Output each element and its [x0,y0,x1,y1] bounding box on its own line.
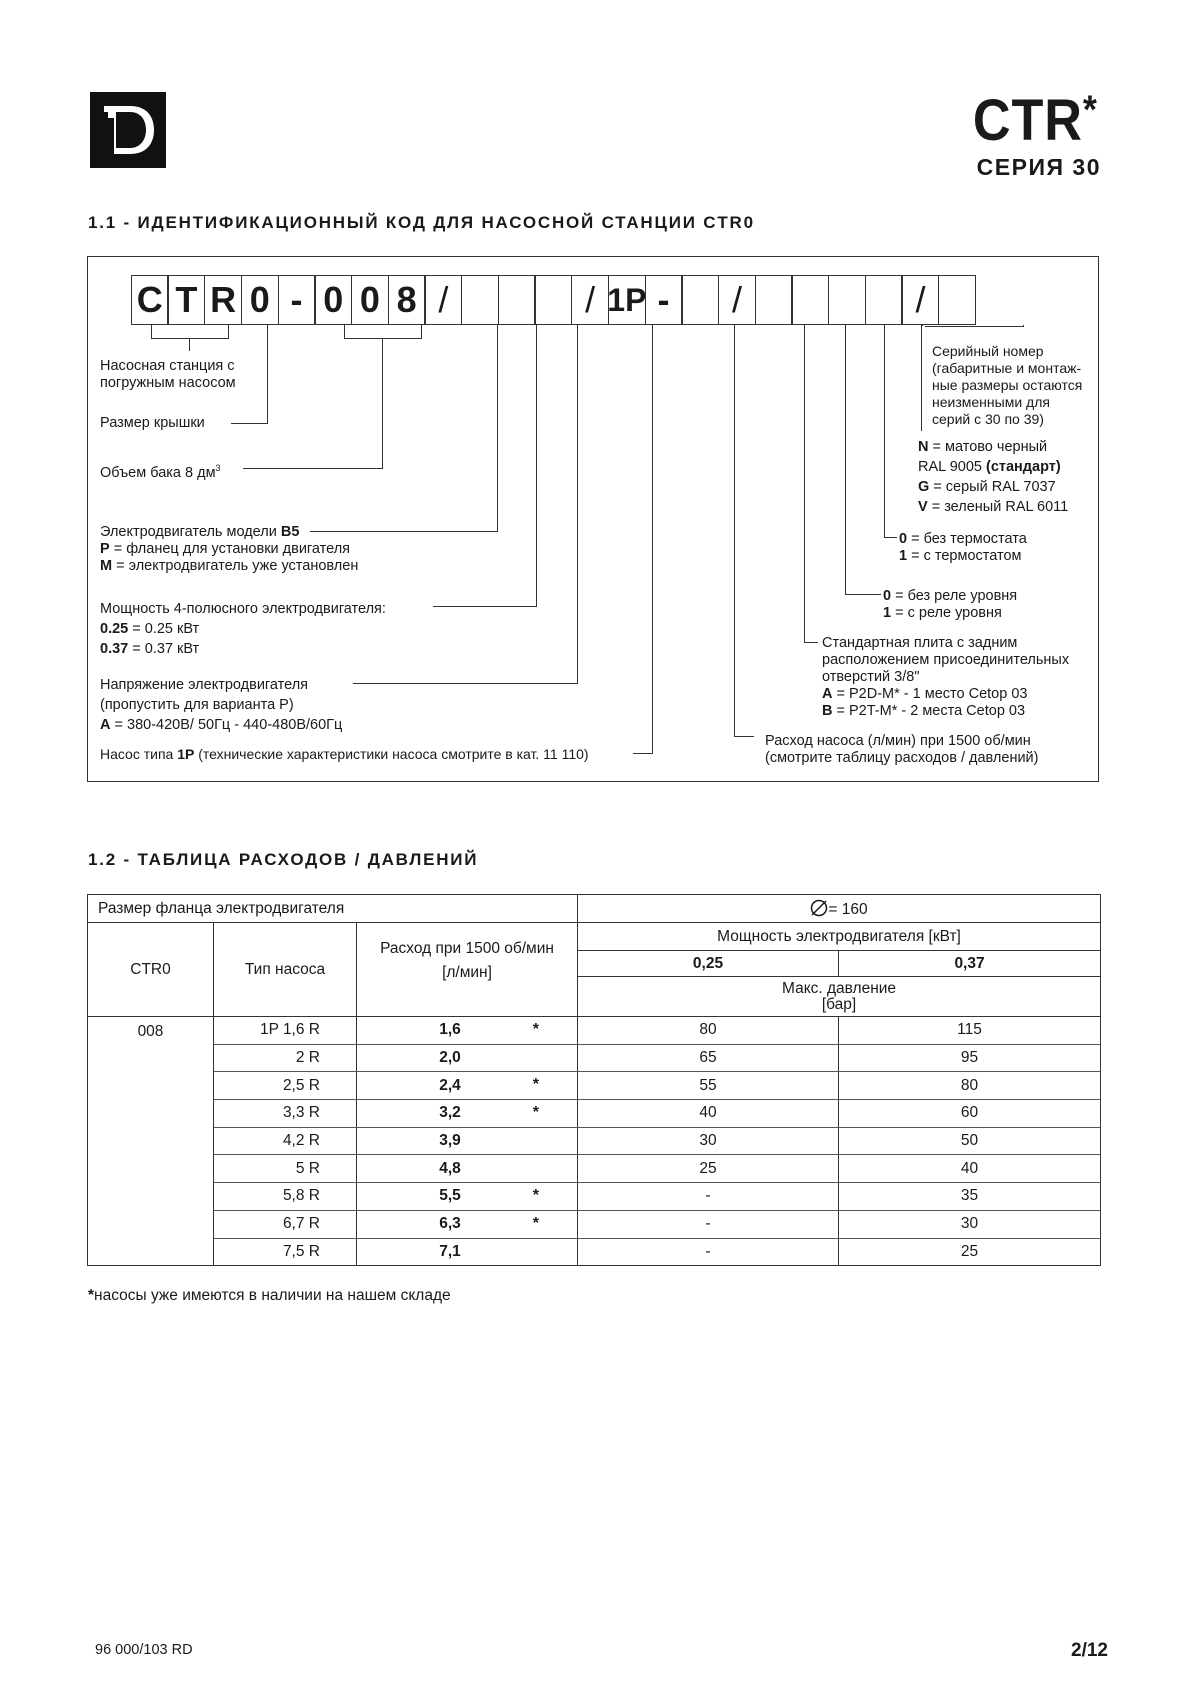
label-motor-model: Электродвигатель модели B5 P = фланец для установки двигателя M = электродвигатель уже установлен [100,524,359,574]
code-cell: / [571,275,609,325]
stock-star: * [532,1187,540,1205]
pressure-037-cell: 95 [839,1044,1101,1072]
section-title-flow-table: 1.2 - ТАБЛИЦА РАСХОДОВ / ДАВЛЕНИЙ [88,850,479,869]
code-cell: 8 [388,275,426,325]
table-row [88,1044,1101,1072]
flow-pressure-table [87,894,1101,1266]
pump-type-cell: 6,7 R [214,1210,357,1238]
code-cell: - [645,275,683,325]
table-row [88,1017,1101,1045]
table-row [88,1238,1101,1266]
flange-size-label: Размер фланца электродвигателя [88,895,578,923]
flow-cell: 3,2 * [357,1100,578,1128]
label-color: N = матово черный RAL 9005 (стандарт) G = серый RAL 7037 V = зеленый RAL 6011 [918,439,1069,515]
pump-type-cell: 7,5 R [214,1238,357,1266]
code-cell: 0 [351,275,389,325]
label-pump-type: Насос типа 1P (технические характеристики насоса смотрите в кат. 11 110) [100,746,589,762]
code-cell: / [424,275,462,325]
pump-type-cell: 3,3 R [214,1100,357,1128]
title-mark: * [1083,88,1098,132]
pump-type-cell: 1P 1,6 R [214,1017,357,1045]
power-col-037: 0,37 [839,951,1101,977]
pressure-037-cell: 50 [839,1127,1101,1155]
label-station: Насосная станция с погружным насосом [100,358,236,391]
pressure-037-cell: 30 [839,1210,1101,1238]
flow-cell: 5,5 * [357,1183,578,1211]
pump-type-cell: 2 R [214,1044,357,1072]
section-title-identification-code: 1.1 - ИДЕНТИФИКАЦИОННЫЙ КОД ДЛЯ НАСОСНОЙ СТАНЦИИ CTR0 [88,213,755,232]
max-pressure-header: Макс. давление [бар] [578,977,1101,1017]
pressure-037-cell: 60 [839,1100,1101,1128]
flange-size-cell [578,895,1101,923]
label-level-relay: 0 = без реле уровня 1 = с реле уровня [883,588,1018,621]
stock-star: * [532,1076,540,1094]
table-row [88,1072,1101,1100]
table-row [88,1100,1101,1128]
pressure-037-cell: 80 [839,1072,1101,1100]
diameter-icon [810,899,828,917]
label-cover-size: Размер крышки [100,415,205,431]
col-header-pump-type: Тип насоса [214,923,357,1017]
pressure-025-cell: - [578,1238,839,1266]
pressure-037-cell: 115 [839,1017,1101,1045]
table-row [88,1183,1101,1211]
code-cell: / [901,275,939,325]
col-header-flow: Расход при 1500 об/мин [л/мин] [357,923,578,1017]
label-power: Мощность 4-полюсного электродвигателя: 0.25 = 0.25 кВт 0.37 = 0.37 кВт [100,601,386,657]
flow-cell: 2,4 * [357,1072,578,1100]
pressure-025-cell: 65 [578,1044,839,1072]
code-cell [755,275,793,325]
company-logo [90,92,166,168]
table-row [88,1210,1101,1238]
code-cell [461,275,499,325]
ctr0-value: 008 [88,1017,214,1266]
pump-type-cell: 2,5 R [214,1072,357,1100]
code-cell: 1P [608,275,646,325]
pressure-025-cell: - [578,1210,839,1238]
code-cell [865,275,903,325]
motor-power-header: Мощность электродвигателя [кВт] [578,923,1101,951]
pressure-037-cell: 25 [839,1238,1101,1266]
code-cell: 0 [241,275,279,325]
code-cells [132,275,976,325]
code-cell [938,275,976,325]
flow-cell: 6,3 * [357,1210,578,1238]
stock-star: * [532,1214,540,1232]
product-title: CTR* [973,88,1098,153]
footnote: *насосы уже имеются в наличии на нашем складе [88,1287,451,1304]
table-row [88,1127,1101,1155]
flow-cell: 4,8 [357,1155,578,1183]
flow-cell: 1,6 * [357,1017,578,1045]
pressure-025-cell: 55 [578,1072,839,1100]
power-col-025: 0,25 [578,951,839,977]
flange-size-value: = 160 [828,900,868,918]
code-cell: C [131,275,169,325]
document-number: 96 000/103 RD [95,1642,193,1658]
col-header-ctr0: CTR0 [88,923,214,1017]
code-cell [498,275,536,325]
code-cell [791,275,829,325]
label-thermostat: 0 = без термостата 1 = с термостатом [899,531,1027,564]
pump-type-cell: 5,8 R [214,1183,357,1211]
pressure-025-cell: 25 [578,1155,839,1183]
page-number: 2/12 [1071,1640,1108,1661]
label-voltage: Напряжение электродвигателя (пропустить для варианта P) A = 380-420В/ 50Гц - 440-480В/60Гц [100,677,343,733]
code-cell: T [167,275,205,325]
flow-cell: 3,9 [357,1127,578,1155]
label-tank-volume: Объем бака 8 $дм^3$ [100,463,221,481]
code-cell [681,275,719,325]
code-cell: 0 [314,275,352,325]
table-row [88,1155,1101,1183]
flow-cell: 2,0 [357,1044,578,1072]
pressure-025-cell: - [578,1183,839,1211]
flow-cell: 7,1 [357,1238,578,1266]
code-cell: - [278,275,316,325]
pump-type-cell: 5 R [214,1155,357,1183]
code-cell: / [718,275,756,325]
label-flow: Расход насоса (л/мин) при 1500 об/мин (смотрите таблицу расходов / давлений) [765,733,1039,766]
code-cell: R [204,275,242,325]
pressure-025-cell: 30 [578,1127,839,1155]
code-cell [828,275,866,325]
code-cell [534,275,572,325]
pressure-037-cell: 35 [839,1183,1101,1211]
pressure-025-cell: 80 [578,1017,839,1045]
stock-star: * [532,1021,540,1038]
label-plate: Стандартная плита с задним расположением присоединительных отверстий 3/8" A = P2D-M* - 1 место Cetop 03 B = P2T-M* - 2 места Cetop 03 [822,635,1070,719]
pressure-037-cell: 40 [839,1155,1101,1183]
series-label: СЕРИЯ 30 [976,154,1101,180]
pressure-025-cell: 40 [578,1100,839,1128]
stock-star: * [532,1104,540,1122]
pump-type-cell: 4,2 R [214,1127,357,1155]
label-serial: Серийный номер (габаритные и монтаж- ные размеры остаются неизменными для серий с 30 по 39) [932,343,1083,427]
